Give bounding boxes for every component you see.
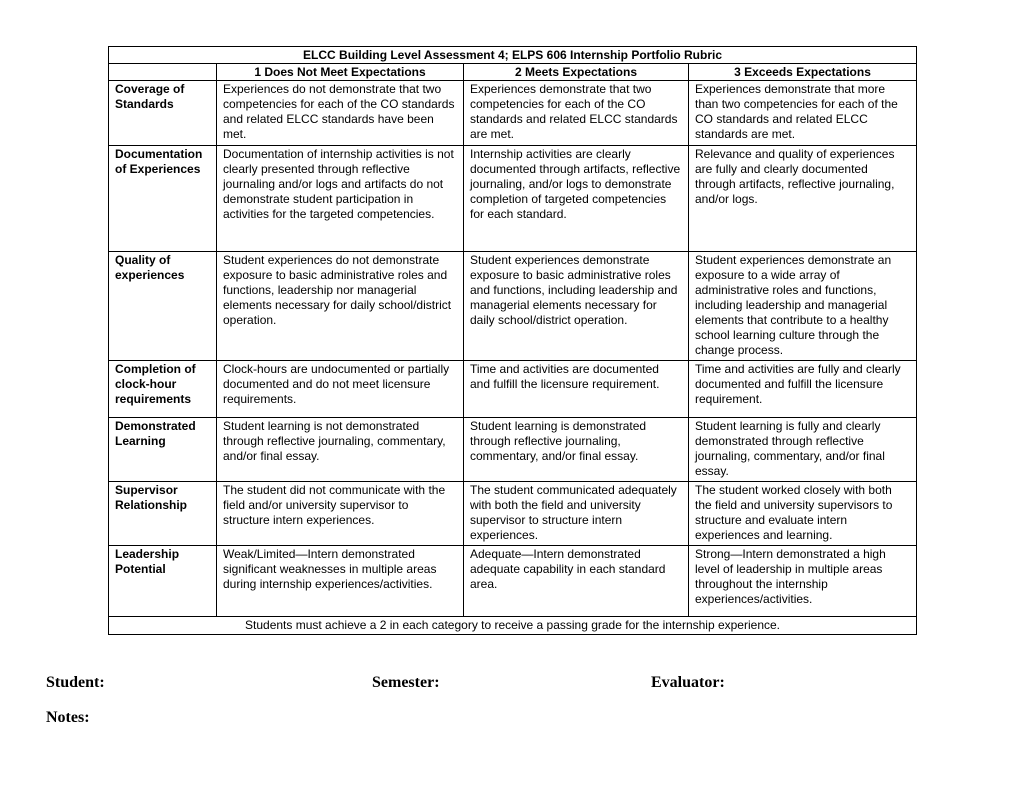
notes-label: Notes: bbox=[46, 709, 90, 726]
criterion-cell: Coverage of Standards bbox=[109, 81, 217, 146]
level-3-cell: Student experiences demonstrate an exposure to a wide array of administrative roles and functions, including leadership and managerial elements that contribute to a healthy school learning culture through the change process. bbox=[689, 252, 917, 361]
header-level-2: 2 Meets Expectations bbox=[464, 64, 689, 81]
level-3-cell: Experiences demonstrate that more than two competencies for each of the CO standards and related ELCC standards are met. bbox=[689, 81, 917, 146]
level-1-cell: Weak/Limited—Intern demonstrated significant weaknesses in multiple areas during internship experiences/activities. bbox=[217, 546, 464, 617]
level-2-cell: Adequate—Intern demonstrated adequate capability in each standard area. bbox=[464, 546, 689, 617]
rubric-row bbox=[109, 81, 917, 146]
rubric-row bbox=[109, 546, 917, 617]
criterion-cell: Documentation of Experiences bbox=[109, 146, 217, 252]
level-1-cell: The student did not communicate with the field and/or university supervisor to structure intern experiences. bbox=[217, 482, 464, 546]
rubric-header-row bbox=[109, 64, 917, 81]
criterion-cell: Supervisor Relationship bbox=[109, 482, 217, 546]
evaluator-label: Evaluator: bbox=[651, 674, 725, 691]
rubric-row bbox=[109, 418, 917, 482]
rubric-row bbox=[109, 482, 917, 546]
rubric-row bbox=[109, 146, 917, 252]
rubric-footer-row bbox=[109, 617, 917, 635]
header-level-1: 1 Does Not Meet Expectations bbox=[217, 64, 464, 81]
level-1-cell: Clock-hours are undocumented or partially documented and do not meet licensure requirements. bbox=[217, 361, 464, 418]
rubric-table bbox=[108, 46, 917, 635]
header-level-3: 3 Exceeds Expectations bbox=[689, 64, 917, 81]
level-3-cell: Strong—Intern demonstrated a high level of leadership in multiple areas throughout the internship experiences/activities. bbox=[689, 546, 917, 617]
level-2-cell: Time and activities are documented and fulfill the licensure requirement. bbox=[464, 361, 689, 418]
level-2-cell: Experiences demonstrate that two competencies for each of the CO standards and related ELCC standards are met. bbox=[464, 81, 689, 146]
level-2-cell: The student communicated adequately with both the field and university supervisor to structure intern experiences. bbox=[464, 482, 689, 546]
level-2-cell: Internship activities are clearly documented through artifacts, reflective journaling, and/or logs to demonstrate completion of targeted competencies for each standard. bbox=[464, 146, 689, 252]
level-1-cell: Student experiences do not demonstrate exposure to basic administrative roles and functions, leadership nor managerial elements necessary for daily school/district operation. bbox=[217, 252, 464, 361]
criterion-cell: Demonstrated Learning bbox=[109, 418, 217, 482]
rubric-title: ELCC Building Level Assessment 4; ELPS 606 Internship Portfolio Rubric bbox=[109, 47, 917, 64]
rubric-title-row bbox=[109, 47, 917, 64]
criterion-cell: Quality of experiences bbox=[109, 252, 217, 361]
level-3-cell: Relevance and quality of experiences are fully and clearly documented through artifacts, reflective journaling, and/or logs. bbox=[689, 146, 917, 252]
semester-label: Semester: bbox=[372, 674, 440, 691]
level-2-cell: Student learning is demonstrated through reflective journaling, commentary, and/or final essay. bbox=[464, 418, 689, 482]
level-3-cell: Time and activities are fully and clearly documented and fulfill the licensure requirement. bbox=[689, 361, 917, 418]
level-1-cell: Student learning is not demonstrated through reflective journaling, commentary, and/or final essay. bbox=[217, 418, 464, 482]
rubric-row bbox=[109, 361, 917, 418]
level-3-cell: The student worked closely with both the field and university supervisors to structure and evaluate intern experiences and learning. bbox=[689, 482, 917, 546]
criterion-cell: Leadership Potential bbox=[109, 546, 217, 617]
level-3-cell: Student learning is fully and clearly demonstrated through reflective journaling, commentary, and/or final essay. bbox=[689, 418, 917, 482]
level-2-cell: Student experiences demonstrate exposure to basic administrative roles and functions, including leadership and managerial elements necessary for daily school/district operation. bbox=[464, 252, 689, 361]
rubric-row bbox=[109, 252, 917, 361]
level-1-cell: Experiences do not demonstrate that two competencies for each of the CO standards and related ELCC standards have been met. bbox=[217, 81, 464, 146]
rubric-footer-note: Students must achieve a 2 in each category to receive a passing grade for the internship experience. bbox=[109, 617, 917, 635]
criterion-cell: Completion of clock-hour requirements bbox=[109, 361, 217, 418]
header-blank-cell bbox=[109, 64, 217, 81]
student-label: Student: bbox=[46, 674, 105, 691]
level-1-cell: Documentation of internship activities is not clearly presented through reflective journaling and/or logs and artifacts do not demonstrate student participation in activities for the targeted competencies. bbox=[217, 146, 464, 252]
